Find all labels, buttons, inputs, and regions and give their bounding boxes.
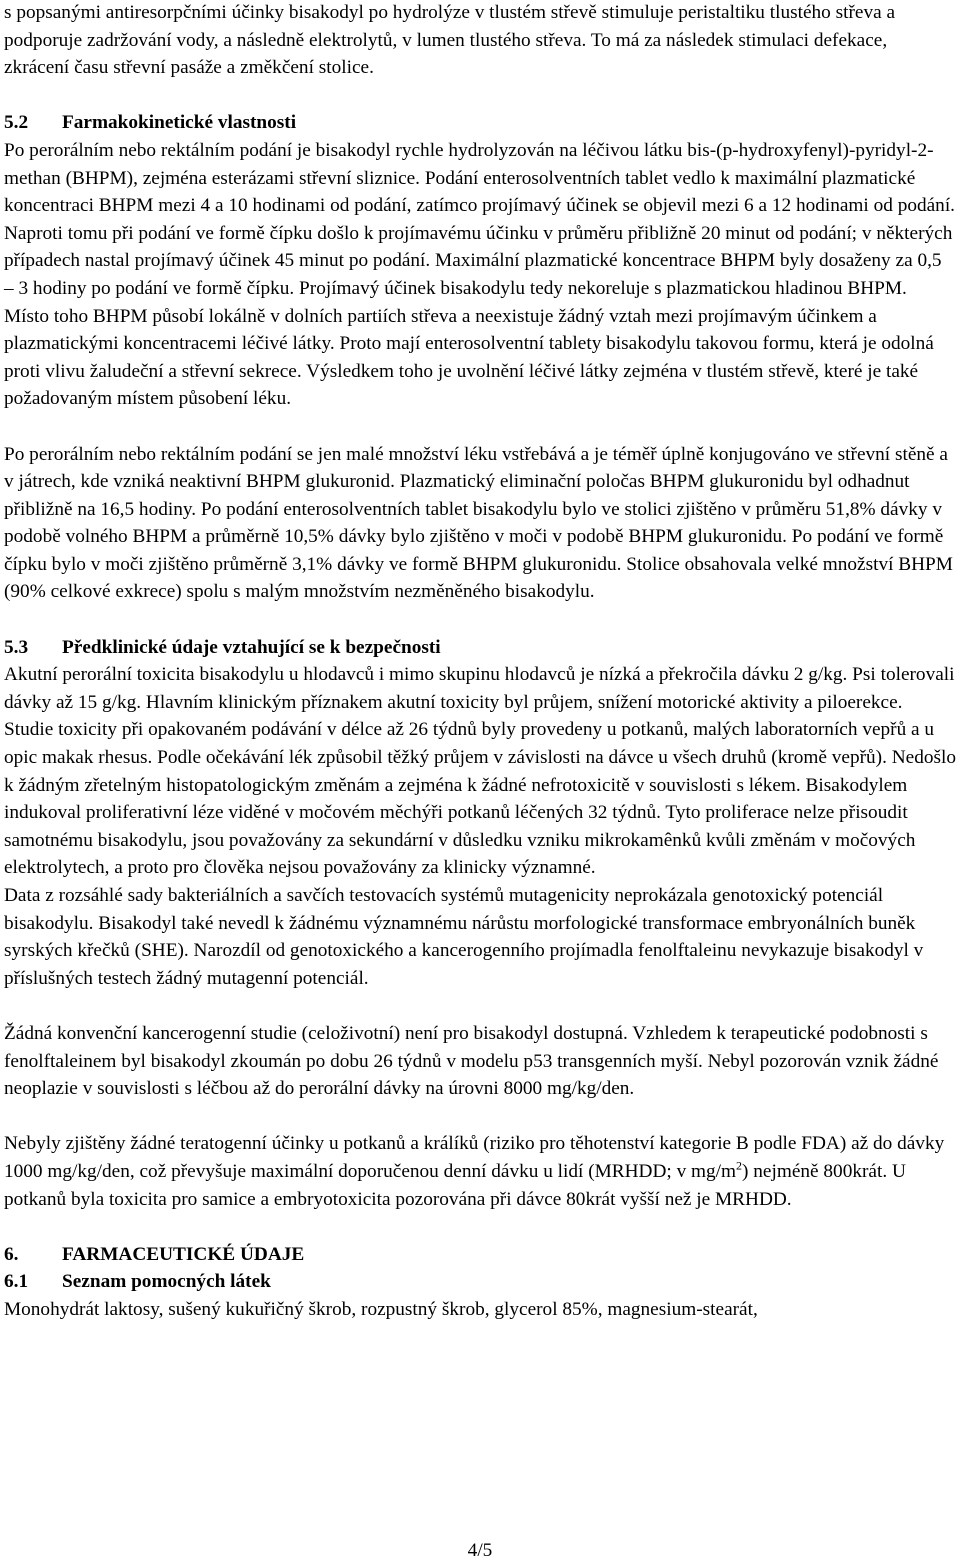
spacer xyxy=(4,1213,956,1241)
section-6-1-paragraph-1: Monohydrát laktosy, sušený kukuřičný škrob, rozpustný škrob, glycerol 85%, magnesium-stearát, xyxy=(4,1298,758,1320)
section-title: Farmakokinetické vlastnosti xyxy=(62,112,297,134)
intro-paragraph: s popsanými antiresorpčními účinky bisakodyl po hydrolýze v tlustém střevě stimuluje peristaltiku tlustého střeva a podporuje zadržování vody, a následně elektrolytů, v lumen tlustého střeva. To má za následek stimulaci defekace, zkrácení času střevní pasáže a změkčení stolice. xyxy=(4,2,896,79)
paragraph-text: ) nejméně 800krát. U potkanů byla toxicita pro samice a embryotoxicita pozorována při dávce 80krát vyšší než je MRHDD. xyxy=(4,1160,906,1210)
section-5-3-paragraph-4: Žádná konvenční kancerogenní studie (celoživotní) není pro bisakodyl dostupná. Vzhledem k terapeutické podobnosti s fenolftaleinem byl bisakodyl zkoumán po dobu 26 týdnů v modelu p53 transgenních myší. Nebyl pozorován vznik žádné neoplazie v souvislosti s léčbou až do perorální dávky na úrovni 8000 mg/kg/den. xyxy=(4,1022,939,1100)
section-number: 6. xyxy=(4,1243,19,1265)
superscript: 2 xyxy=(736,1158,743,1173)
section-5-3-paragraph-2: Studie toxicity při opakovaném podávání v délce až 26 týdnů byly provedeny u potkanů, malých laboratorních vepřů a u opic makak rhesus. Podle očekávání lék způsobil těžký průjem v závislosti na dávce u všech druhů (kromě vepřů). Nedošlo k žádným zřetelným histopatologickým změnám a zejména k žádné nefrotoxicitě v souvislosti s lékem. Bisakodylem indukoval proliferativní léze viděné v močovém měchýři potkanů léčených 32 týdnů. Tyto proliferace nelze přisoudit samotnému bisakodylu, jsou považovány za sekundární v důsledku vzniku mikrokamênků kvůli změnám v močových elektrolytech, a proto pro člověka nejsou považovány za klinicky významné. xyxy=(4,719,957,879)
section-title: Seznam pomocných látek xyxy=(62,1271,271,1293)
spacer xyxy=(4,606,956,634)
paragraph-text: Nebyly zjištěny žádné teratogenní účinky u potkanů a králíků (riziko pro těhotenství kategorie B podle FDA) až do dávky 1000 mg/kg/den, což převyšuje maximální doporučenou denní dávku u lidí (MRHDD; v mg/m xyxy=(4,1133,945,1182)
section-title: Předklinické údaje vztahující se k bezpečnosti xyxy=(62,636,441,658)
spacer xyxy=(4,82,956,110)
section-number: 5.3 xyxy=(4,636,29,658)
section-5-3-heading xyxy=(4,634,956,662)
section-5-2-paragraph-2: Po perorálním nebo rektálním podání se jen malé množství léku vstřebává a je téměř úplně konjugováno ve střevní stěně a v játrech, kde vzniká neaktivní BHPM glukuronid. Plazmatický eliminační poločas BHPM glukuronidu byl odhadnut přibližně na 16,5 hodiny. Po podání enterosolventních tablet bisakodylu bylo ve stolici zjištěno v průměru 51,8% dávky v podobě volného BHPM a průměrně 10,5% dávky bylo zjištěno v moči v podobě BHPM glukuronidu. Po podání ve formě čípku bylo v moči zjištěno průměrně 3,1% dávky ve formě BHPM glukuronidu. Stolice obsahovala velké množství BHPM (90% celkové exkrece) spolu s malým množstvím nezměněného bisakodylu. xyxy=(4,443,953,603)
section-6-heading xyxy=(4,1241,956,1269)
section-number: 5.2 xyxy=(4,112,29,134)
section-5-3-paragraph-1: Akutní perorální toxicita bisakodylu u hlodavců i mimo skupinu hlodavců je nízká a překročila dávku 2 g/kg. Psi tolerovali dávky až 15 g/kg. Hlavním klinickým příznakem akutní toxicity byl průjem, snížení motorické aktivity a piloerekce. xyxy=(4,664,955,713)
section-5-2-paragraph-1: Po perorálním nebo rektálním podání je bisakodyl rychle hydrolyzován na léčivou látku bis-(p-hydroxyfenyl)-pyridyl-2-methan (BHPM), zejména esterázami střevní sliznice. Podání enterosolventních tablet vedlo k maximální plazmatické koncentraci BHPM mezi 4 a 10 hodinami od podání, zatímco projímavý účinek se objevil mezi 6 a 12 hodinami od podání. Naproti tomu při podání ve formě čípku došlo k projímavému účinku v průměru přibližně 20 minut od podání; v některých případech nastal projímavý účinek 45 minut po podání. Maximální plazmatické koncentrace BHPM byly dosaženy za 0,5 – 3 hodiny po podání ve formě čípku. Projímavý účinek bisakodylu tedy nekoreluje s plazmatickou hladinou BHPM. Místo toho BHPM působí lokálně v dolních partiích střeva a neexistuje žádný vztah mezi projímavým účinkem a plazmatickými koncentracemi léčivé látky. Proto mají enterosolventní tablety bisakodylu takovou formu, která je odolná proti vlivu žaludeční a střevní sekrece. Výsledkem toho je uvolnění léčivé látky zejména v tlustém střevě, které je také požadovaným místem působení léku. xyxy=(4,139,955,410)
spacer xyxy=(4,992,956,1020)
section-5-3-paragraph-5 xyxy=(4,1130,956,1213)
spacer xyxy=(4,413,956,441)
section-6-1-heading xyxy=(4,1268,956,1296)
section-5-3-paragraph-3: Data z rozsáhlé sady bakteriálních a savčích testovacích systémů mutagenicity neprokázala genotoxický potenciál bisakodylu. Bisakodyl také nevedl k žádnému významnému nárůstu morfologické transformace embryonálních buněk syrských křečků (SHE). Narozdíl od genotoxického a kancerogenního projímadla fenolftaleinu nevykazuje bisakodyl v příslušných testech žádný mutagenní potenciál. xyxy=(4,885,924,989)
section-5-2-heading xyxy=(4,109,956,137)
spacer xyxy=(4,1103,956,1131)
document-page xyxy=(4,0,956,1324)
section-number: 6.1 xyxy=(4,1271,29,1293)
page-number: 4/5 xyxy=(467,1540,493,1561)
section-title: FARMACEUTICKÉ ÚDAJE xyxy=(62,1243,305,1265)
